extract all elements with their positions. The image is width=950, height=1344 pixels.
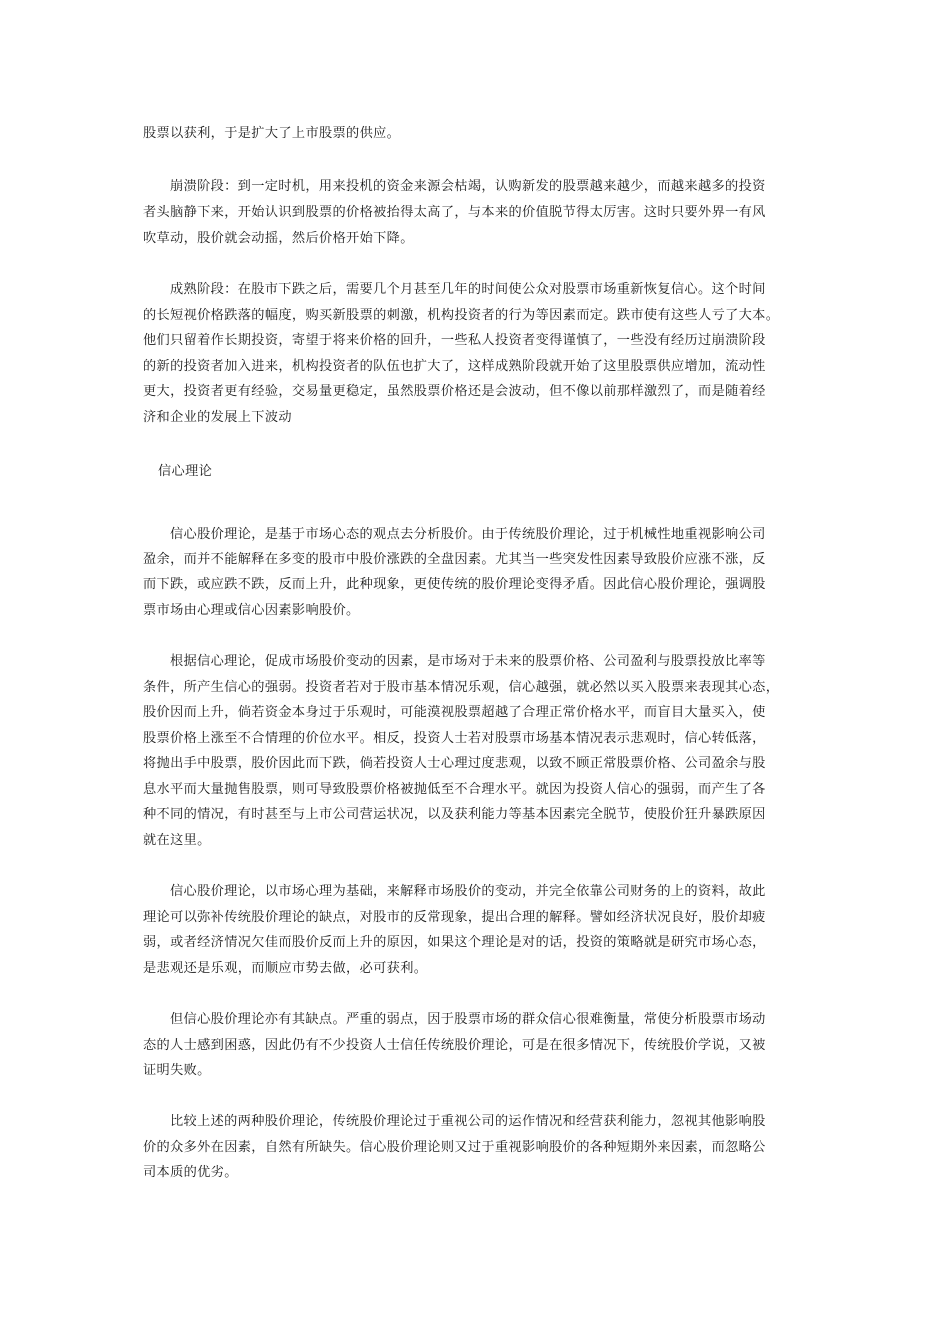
paragraph-line: 更大，投资者更有经验，交易量更稳定，虽然股票价格还是会波动，但不像以前那样激烈了，而是随着经 [143, 384, 766, 399]
paragraph-line: 股票价格上涨至不合情理的价位水平。相反，投资人士若对股票市场基本情况表示悲观时，信心转低落， [143, 731, 766, 746]
paragraph-line: 吹草动，股价就会动摇，然后价格开始下降。 [143, 231, 414, 246]
paragraph-line: 股价因而上升，倘若资金本身过于乐观时，可能漠视股票超越了合理正常价格水平，而盲目大量买入，使 [143, 705, 766, 720]
paragraph-line: 价的众多外在因素，自然有所缺失。信心股价理论则又过于重视影响股价的各种短期外来因素，而忽略公 [143, 1140, 766, 1155]
paragraph-line: 崩溃阶段：到一定时机，用来投机的资金来源会枯竭，认购新发的股票越来越少，而越来越多的投资 [170, 179, 766, 194]
paragraph-line: 将抛出手中股票，股价因此而下跌，倘若投资人士心理过度悲观，以致不顾正常股票价格、公司盈余与股 [143, 756, 766, 771]
paragraph-line: 条件，所产生信心的强弱。投资者若对于股市基本情况乐观，信心越强，就必然以买入股票来表现其心态， [143, 680, 780, 695]
paragraph-line: 股票以获利，于是扩大了上市股票的供应。 [143, 126, 401, 141]
paragraph-line: 盈余，而并不能解释在多变的股市中股价涨跌的全盘因素。尤其当一些突发性因素导致股价应涨不涨，反 [143, 552, 766, 567]
paragraph-line: 就在这里。 [143, 833, 211, 848]
paragraph-line: 但信心股价理论亦有其缺点。严重的弱点，因于股票市场的群众信心很难衡量，常使分析股票市场动 [170, 1012, 766, 1027]
paragraph-line: 信心股价理论，以市场心理为基础，来解释市场股价的变动，并完全依靠公司财务的上的资料，故此 [170, 884, 766, 899]
paragraph-line: 理论可以弥补传统股价理论的缺点，对股市的反常现象，提出合理的解释。譬如经济状况良好，股价却疲 [143, 910, 766, 925]
paragraph-line: 态的人士感到困惑，因此仍有不少投资人士信任传统股价理论，可是在很多情况下，传统股价学说，又被 [143, 1038, 766, 1053]
paragraph-line: 票市场由心理或信心因素影响股价。 [143, 603, 360, 618]
paragraph-line: 种不同的情况，有时甚至与上市公司营运状况，以及获利能力等基本因素完全脱节，使股价狂升暴跌原因 [143, 807, 766, 822]
paragraph-line: 根据信心理论，促成市场股价变动的因素，是市场对于未来的股票价格、公司盈利与股票投放比率等 [170, 654, 766, 669]
paragraph-line: 息水平而大量抛售股票，则可导致股票价格被抛低至不合理水平。就因为投资人信心的强弱，而产生了各 [143, 782, 766, 797]
paragraph-line: 的长短视价格跌落的幅度，购买新股票的刺激，机构投资者的行为等因素而定。跌市使有这些人亏了大本。 [143, 308, 780, 323]
paragraph-line: 证明失败。 [143, 1063, 211, 1078]
paragraph-line: 济和企业的发展上下波动 [143, 410, 292, 425]
paragraph-line: 成熟阶段：在股市下跌之后，需要几个月甚至几年的时间使公众对股票市场重新恢复信心。这个时间 [170, 282, 766, 297]
section-heading: 信心理论 [158, 464, 213, 479]
paragraph-line: 是悲观还是乐观，而顺应市势去做，必可获利。 [143, 961, 428, 976]
paragraph-line: 而下跌，或应跌不跌，反而上升，此种现象，更使传统的股价理论变得矛盾。因此信心股价理论，强调股 [143, 577, 766, 592]
paragraph-line: 信心股价理论，是基于市场心态的观点去分析股价。由于传统股价理论，过于机械性地重视影响公司 [170, 527, 766, 542]
paragraph-line: 比较上述的两种股价理论，传统股价理论过于重视公司的运作情况和经营获利能力，忽视其他影响股 [170, 1114, 766, 1129]
paragraph-line: 者头脑静下来，开始认识到股票的价格被抬得太高了，与本来的价值脱节得太厉害。这时只要外界一有风 [143, 205, 766, 220]
paragraph-line: 司本质的优劣。 [143, 1165, 238, 1180]
paragraph-line: 弱，或者经济情况欠佳而股价反而上升的原因，如果这个理论是对的话，投资的策略就是研究市场心态， [143, 935, 766, 950]
paragraph-line: 的新的投资者加入进来，机构投资者的队伍也扩大了，这样成熟阶段就开始了这里股票供应增加，流动性 [143, 359, 766, 374]
paragraph-line: 他们只留着作长期投资，寄望于将来价格的回升，一些私人投资者变得谨慎了，一些没有经历过崩溃阶段 [143, 333, 766, 348]
